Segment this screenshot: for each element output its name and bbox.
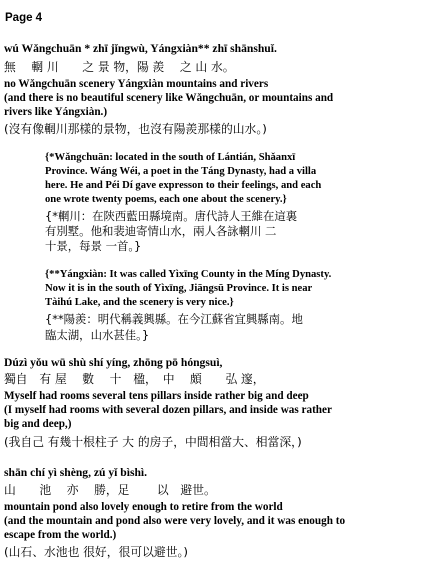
stanza1-translation-line: rivers like Yángxiàn.): [4, 106, 108, 118]
stanza2-chinese-translation: (我自己 有幾十根柱子 大 的房子，中間相當大、相當深，): [4, 435, 302, 449]
page-label: Page 4: [5, 12, 43, 24]
stanza3-translation-line: escape from the world.): [4, 529, 117, 541]
note2-english-line: Now it is in the south of Yìxīng, Jiāngsū Province. It is near: [45, 283, 313, 294]
stanza1-pinyin: wú Wǎngchuān * zhī jǐngwù, Yángxiàn** zhī shānshuǐ.: [4, 42, 277, 55]
note2-english-line: {**Yángxiàn: It was called Yìxīng County in the Míng Dynasty.: [45, 269, 332, 280]
note1-english-line: {*Wǎngchuān: located in the south of Lántián, Shǎanxī: [45, 152, 296, 163]
stanza1-chinese-translation: (沒有像輞川那樣的景物，也沒有陽羨那樣的山水。): [4, 122, 267, 136]
stanza3-pinyin: shān chí yì shèng, zú yǐ bìshì.: [4, 466, 148, 479]
stanza3-hanzi: 山 池 亦 勝，足 以 避世。: [4, 483, 216, 497]
stanza1-translation-line: (and there is no beautiful scenery like Wǎngchuān, or mountains and: [4, 92, 334, 104]
stanza2-pinyin: Dúzì yǒu wū shù shí yíng, zhōng pō hóngsuì,: [4, 356, 223, 369]
stanza3-gloss: mountain pond also lovely enough to retire from the world: [4, 501, 283, 513]
note1-english-line: one wrote twenty poems, each one about the scenery.}: [45, 194, 287, 205]
stanza3-translation-line: (and the mountain and pond also were very lovely, and it was enough to: [4, 515, 346, 527]
stanza2-gloss: Myself had rooms several tens pillars inside rather big and deep: [4, 390, 309, 402]
note2-english-line: Tàihú Lake, and the scenery is very nice.}: [45, 297, 234, 308]
note2-chinese-line: {**陽羨：明代稱義興縣。在今江蘇省宜興縣南。地: [45, 312, 303, 326]
note1-english-line: Province. Wáng Wéi, a poet in the Táng Dynasty, had a villa: [45, 166, 317, 177]
stanza3-chinese-translation: (山石、水池也 很好，很可以避世。): [4, 545, 189, 559]
stanza2-translation-line: big and deep,): [4, 418, 72, 430]
note1-chinese-line: {*輞川：在陝西藍田縣境南。唐代詩人王維在這裏: [45, 209, 298, 223]
stanza1-gloss: no Wǎngchuān scenery Yángxiàn mountains and rivers: [4, 78, 269, 90]
stanza2-hanzi: 獨自 有 屋 數 十 楹， 中 頗 弘 邃，: [4, 372, 265, 386]
stanza2-translation-line: (I myself had rooms with several dozen pillars, and inside was rather: [4, 404, 332, 416]
note2-chinese-line: 臨太湖，山水甚佳。}: [45, 328, 150, 342]
note1-english-line: here. He and Péi Dí gave expresson to their feelings, and each: [45, 180, 322, 191]
note1-chinese-line: 十景，每景 一首。}: [45, 239, 142, 253]
note1-chinese-line: 有別墅。他和裴迪寄情山水，兩人各詠輞川 二: [45, 224, 277, 238]
stanza1-hanzi: 無 輞 川 之 景 物，陽 羨 之 山 水。: [4, 60, 235, 74]
